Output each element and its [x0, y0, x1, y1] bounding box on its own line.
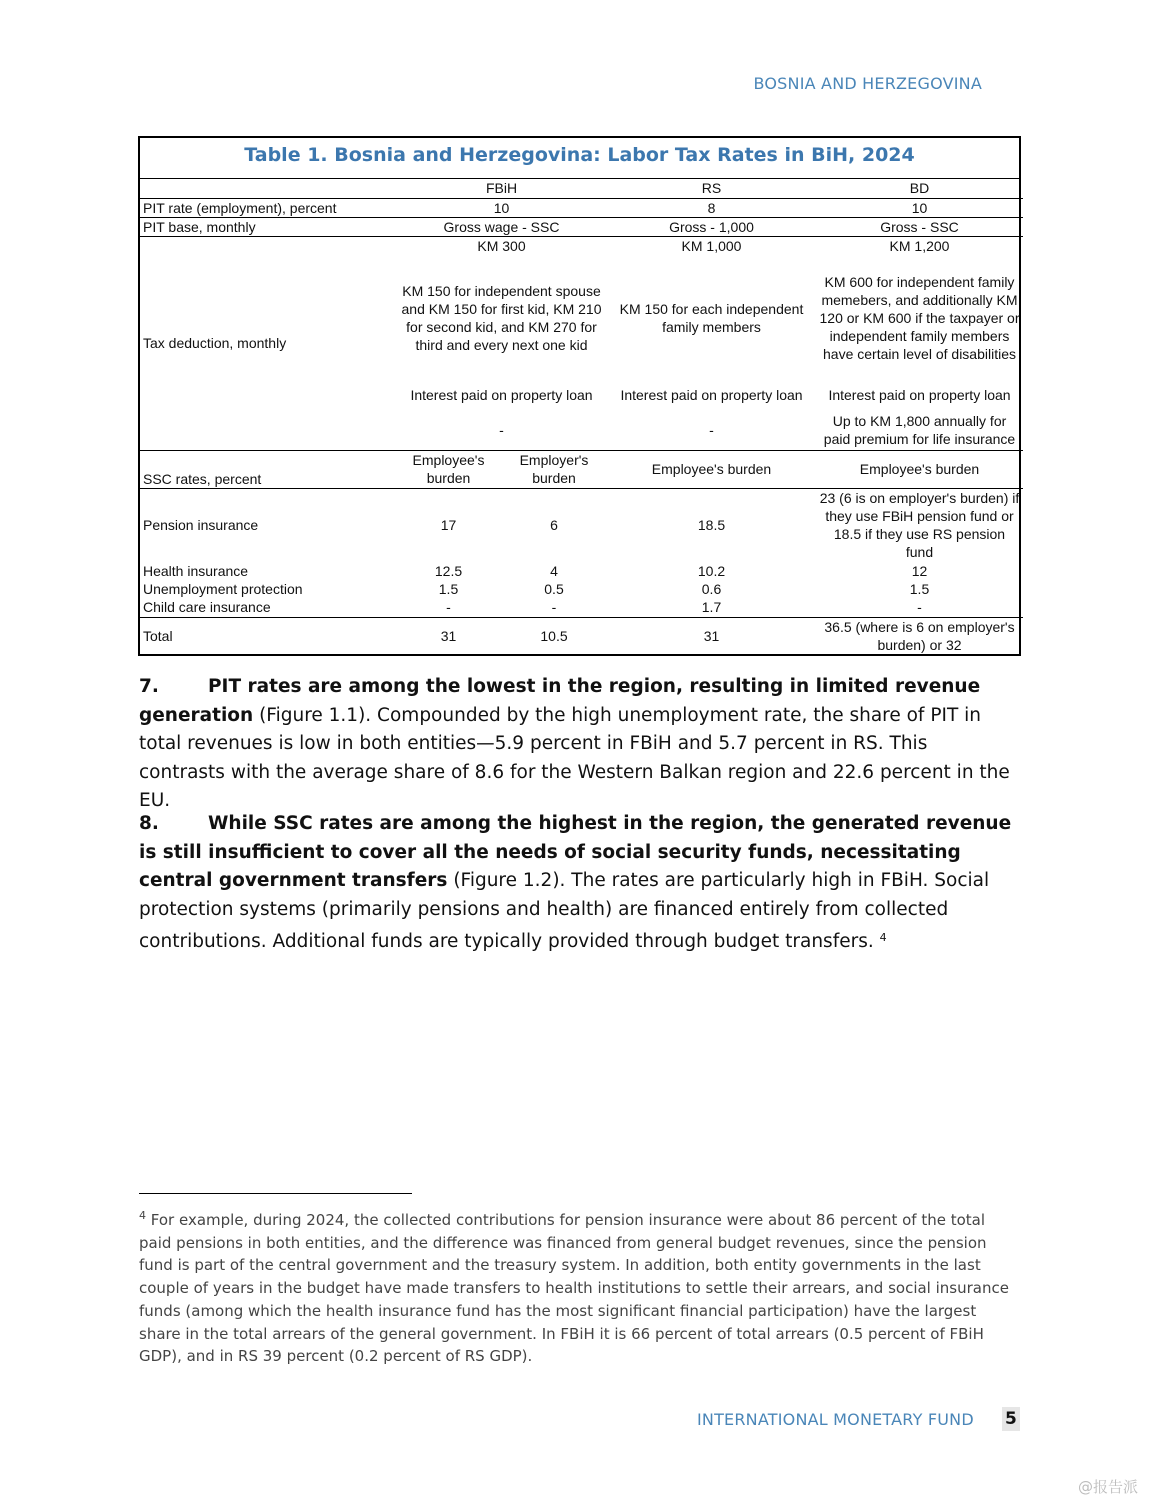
table-total-row: Total 31 10.5 31 36.5 (where is 6 on employer's burden) or 32	[143, 618, 1015, 653]
paragraph-lead: PIT rates are among the lowest in the region, resulting in limited revenue generation	[139, 676, 981, 726]
table-row: - - Up to KM 1,800 annually for paid premium for life insurance	[140, 410, 1023, 450]
paragraph-body: (Figure 1.1). Compounded by the high unemployment rate, the share of PIT in total revenues is low in both entities—5.9 percent in FBiH and 5.7 percent in RS. This contrasts with the average share of 8.6 for the Western Balkan region and 22.6 percent in the EU.	[139, 704, 1010, 811]
table-row: PIT base, monthly Gross wage - SSC Gross - 1,000 Gross - SSC	[140, 217, 1023, 236]
tax-deduction-label: Tax deduction, monthly	[140, 236, 396, 450]
table-row: Child care insurance - - 1.7 -	[140, 598, 1023, 617]
paragraph-lead: While SSC rates are among the highest in the region, the generated revenue is still insufficient to cover all the needs of social security funds, necessitating central government transfers	[139, 813, 1012, 891]
paragraph-number: 8.	[139, 813, 159, 834]
footnote-divider	[139, 1193, 412, 1194]
table-row: PIT rate (employment), percent 10 8 10	[140, 198, 1023, 217]
table-row: Pension insurance 17 6 18.5 23 (6 is on employer's burden) if they use FBiH pension fund or 18.5 if they use RS pension fund	[143, 490, 1020, 561]
table-row: KM 150 for independent spouse and KM 150 for first kid, KM 210 for second kid, and KM 270 for third and every next one kid KM 150 for each independent family members KM 600 for independent family memebers, and additionally KM 120 or KM 600 if the taxpayer or independent family members have certain level of disabilities	[401, 274, 1020, 362]
page-number: 5	[1002, 1407, 1020, 1431]
table-grid	[140, 179, 1023, 654]
footer-org: INTERNATIONAL MONETARY FUND	[697, 1410, 974, 1429]
table-row: Health insurance 12.5 4 10.2 12	[143, 563, 928, 579]
table-row: Unemployment protection 1.5 0.5 0.6 1.5	[143, 581, 930, 597]
watermark: @报告派	[1078, 1478, 1139, 1496]
col-header-fbih: FBiH	[485, 180, 518, 197]
footnote	[139, 1205, 1021, 1368]
paragraph-number: 7.	[139, 676, 159, 697]
table-title: Table 1. Bosnia and Herzegovina: Labor Tax Rates in BiH, 2024	[140, 138, 1019, 179]
table-row: Interest paid on property loan Interest paid on property loan Interest paid on property loan	[410, 387, 1011, 403]
table-row: Tax deduction, monthly KM 300 KM 1,000 KM 1,200	[140, 236, 1023, 256]
col-header-bd: BD	[909, 180, 930, 197]
labor-tax-table	[138, 136, 1021, 656]
col-header-rs: RS	[701, 180, 722, 197]
ssc-header-row: SSC rates, percent Employee's burden Employer's burden Employee's burden Employee's burden	[140, 450, 1023, 488]
table-header-row	[140, 179, 1023, 198]
footnote-mark: 4	[139, 1209, 146, 1222]
paragraph-body: (Figure 1.2). The rates are particularly high in FBiH. Social protection systems (primarily pensions and health) are financed entirely from collected contributions. Additional funds are typically provided through budget transfers.	[139, 870, 990, 952]
footnote-text: For example, during 2024, the collected contributions for pension insurance were about 86 percent of the total paid pensions in both entities, and the difference was financed from general budget revenues, since the pension fund is part of the central government and the treasury system. In addition, both entity governments in the last couple of years in the budget have made transfers to health institutions to settle their arrears, and social insurance funds (among which the health insurance fund has the most significant financial participation) have the largest share in the total arrears of the general government. In FBiH it is 66 percent of total arrears (0.5 percent of FBiH GDP), and in RS 39 percent (0.2 percent of RS GDP).	[139, 1211, 1009, 1366]
footnote-ref[interactable]: 4	[879, 931, 887, 944]
paragraph-7	[139, 673, 1019, 816]
running-header: BOSNIA AND HERZEGOVINA	[753, 74, 982, 93]
paragraph-8	[139, 810, 1019, 957]
